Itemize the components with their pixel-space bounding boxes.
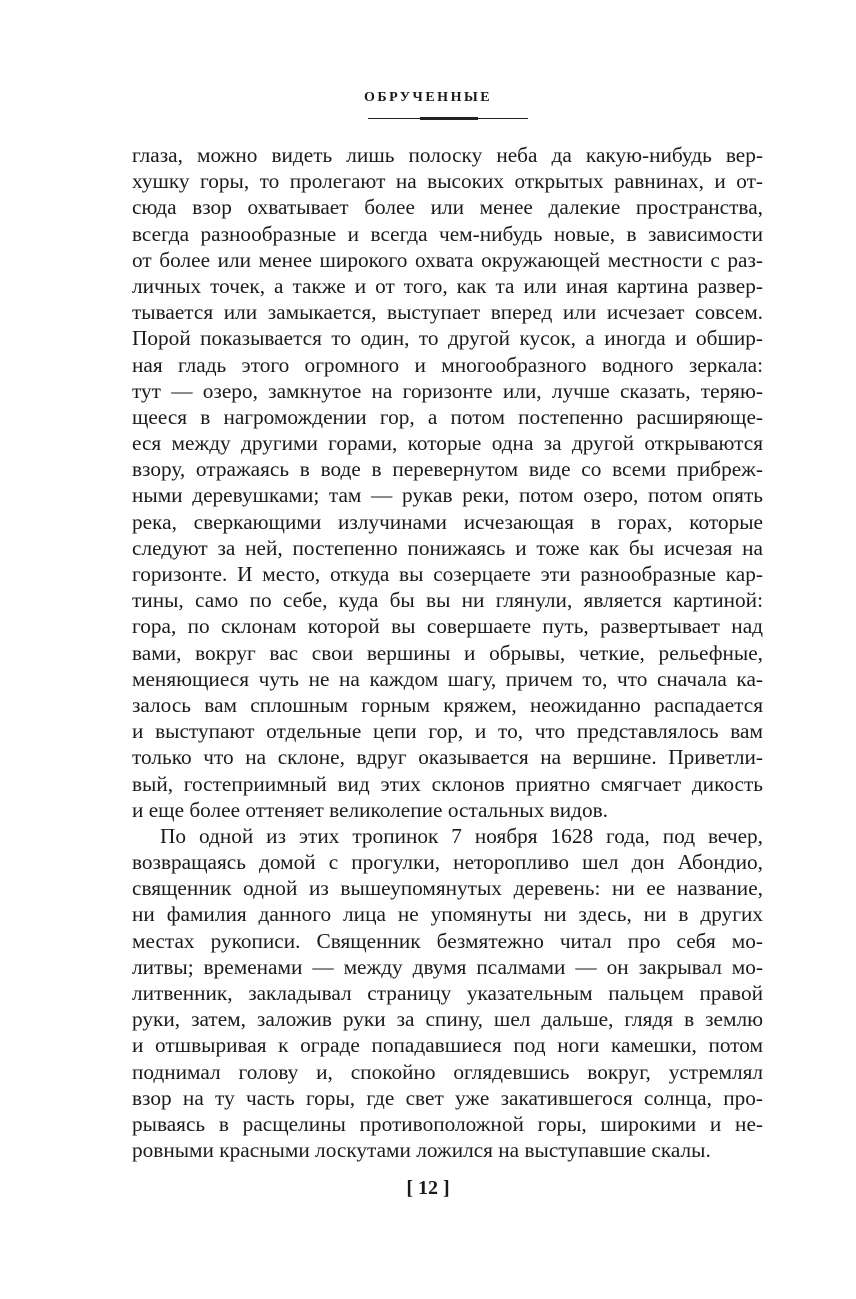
text-line: ная гладь этого огромного и многообразного водного зеркала: — [132, 352, 763, 377]
text-line: еся между другими горами, которые одна за другой открываются — [132, 431, 763, 456]
text-line: и выступают отдельные цепи гор, и то, что представлялось вам — [132, 719, 763, 744]
text-line: литвы; временами — между двумя псалмами — он закрывал мо- — [132, 954, 763, 979]
text-line: взору, отражаясь в воде в перевернутом виде со всеми прибреж- — [132, 457, 763, 482]
text-line: взор на ту часть горы, где свет уже закатившегося солнца, про- — [132, 1085, 763, 1110]
text-line: залось вам сплошным горным кряжем, неожиданно распадается — [132, 692, 763, 717]
text-line: ни фамилия данного лица не упомянуты ни здесь, ни в других — [132, 902, 763, 927]
text-line: горизонте. И место, откуда вы созерцаете эти разнообразные кар- — [132, 562, 763, 586]
text-line: рываясь в расщелины противоположной горы, широкими и не- — [132, 1111, 763, 1136]
text-line: глаза, можно видеть лишь полоску неба да какую-нибудь вер- — [132, 143, 763, 167]
text-line: следуют за ней, постепенно понижаясь и тоже как бы исчезая на — [132, 535, 763, 560]
text-line: меняющиеся чуть не на каждом шагу, причем то, что сначала ка- — [132, 666, 763, 691]
text-line: тывается или замыкается, выступает вперед или исчезает совсем. — [132, 300, 763, 325]
text-line: от более или менее широкого охвата окружающей местности с раз- — [132, 247, 763, 272]
text-line: река, сверкающими излучинами исчезающая в горах, которые — [132, 509, 763, 534]
paragraph — [132, 823, 763, 1163]
text-line: только что на склоне, вдруг оказывается на вершине. Приветли- — [132, 745, 763, 770]
text-line: ровными красными лоскутами ложился на выступавшие скалы. — [132, 1138, 711, 1163]
header-rule-ornament — [420, 117, 478, 120]
text-line: ными деревушками; там — рукав реки, потом озеро, потом опять — [132, 483, 763, 508]
text-line: возвращаясь домой с прогулки, неторопливо шел дон Абондио, — [132, 850, 763, 875]
text-line: и еще более оттеняет великолепие остальных видов. — [132, 797, 608, 822]
body-text — [132, 142, 763, 1163]
text-line: вами, вокруг вас свои вершины и обрывы, четкие, рельефные, — [132, 640, 763, 665]
text-line: священник одной из вышеупомянутых деревень: ни ее название, — [132, 876, 763, 901]
text-line: всегда разнообразные и всегда чем-нибудь новые, в зависимости — [132, 221, 763, 246]
page-number: [ 12 ] — [406, 1177, 450, 1199]
text-line: местах рукописи. Священник безмятежно читал про себя мо- — [132, 928, 763, 953]
text-line: руки, затем, заложив руки за спину, шел дальше, глядя в землю — [132, 1007, 763, 1032]
text-line: гора, по склонам которой вы совершаете путь, развертывает над — [132, 614, 763, 639]
text-line: хушку горы, то пролегают на высоких открытых равнинах, и от- — [132, 169, 763, 194]
paragraph — [132, 142, 763, 823]
text-line: тут — озеро, замкнутое на горизонте или, лучше сказать, теряю- — [132, 378, 763, 403]
text-line: Порой показывается то один, то другой кусок, а иногда и обшир- — [132, 326, 763, 351]
text-line: личных точек, а также и от того, как та или иная картина развер- — [132, 273, 763, 298]
text-line: щееся в нагромождении гор, а потом постепенно расширяюще- — [132, 404, 763, 429]
text-line: литвенник, закладывал страницу указательным пальцем правой — [132, 981, 763, 1005]
text-line: тины, само по себе, куда бы вы ни глянули, является картиной: — [132, 588, 763, 613]
text-line: вый, гостеприимный вид этих склонов приятно смягчает дикость — [132, 771, 763, 796]
text-line: и отшвыривая к ограде попадавшиеся под ноги камешки, потом — [132, 1033, 763, 1058]
text-line: сюда взор охватывает более или менее далекие пространства, — [132, 195, 763, 220]
text-line: По одной из этих тропинок 7 ноября 1628 года, под вечер, — [160, 823, 763, 848]
running-title: ОБРУЧЕННЫЕ — [363, 90, 493, 105]
text-line: поднимал голову и, спокойно оглядевшись вокруг, устремлял — [132, 1059, 763, 1084]
